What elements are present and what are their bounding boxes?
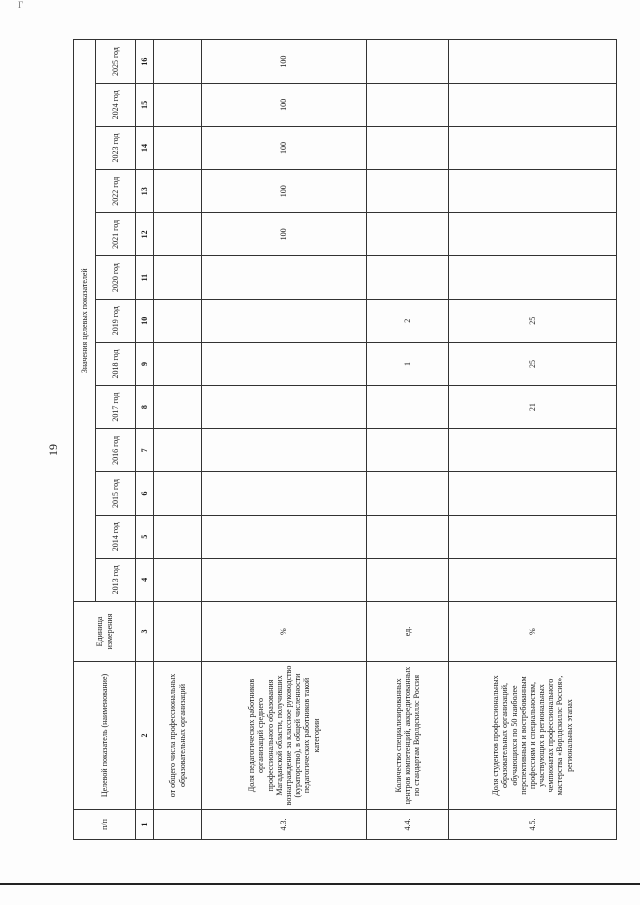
- value-cell: [154, 40, 202, 83]
- value-cell: [154, 342, 202, 385]
- row-number: 4.5.: [449, 810, 617, 840]
- value-cell: 100: [202, 83, 367, 126]
- rotated-page: [40, 30, 600, 870]
- header-year: 2017 год: [96, 386, 136, 429]
- column-number-row: [136, 40, 154, 840]
- value-cell: [449, 83, 617, 126]
- value-cell: [449, 558, 617, 601]
- column-number: 5: [136, 515, 154, 558]
- header-year: 2022 год: [96, 170, 136, 213]
- value-cell: [449, 256, 617, 299]
- value-cell: [202, 256, 367, 299]
- value-cell: 100: [202, 213, 367, 256]
- column-number: 14: [136, 126, 154, 169]
- column-number: 2: [136, 662, 154, 810]
- corner-mark: Г: [18, 0, 24, 10]
- column-number: 9: [136, 342, 154, 385]
- value-cell: [367, 472, 449, 515]
- value-cell: [154, 558, 202, 601]
- value-cell: [154, 429, 202, 472]
- value-cell: 25: [449, 299, 617, 342]
- value-cell: [449, 170, 617, 213]
- value-cell: [202, 515, 367, 558]
- value-cell: [449, 40, 617, 83]
- header-year: 2014 год: [96, 515, 136, 558]
- header-year: 2025 год: [96, 40, 136, 83]
- indicator-name: Количество специализированных центров компетенций, аккредитованных по стандартам Ворлдскиллс Россия: [367, 662, 449, 810]
- value-cell: [367, 126, 449, 169]
- value-cell: [154, 472, 202, 515]
- value-cell: [154, 170, 202, 213]
- indicator-name: Доля педагогических работников организаций среднего профессионального образования Магаданской области, получивших вознаграждение за классное руководство (кураторство), в общей численности педагогических работников такой категории: [202, 662, 367, 810]
- indicator-name: Доля студентов профессиональных образовательных организаций, обучающихся по 50 наиболее перспективным и востребованным профессиям и специальностям, участвующих в региональных чемпионатах профессионального мастерства «Ворлдскиллс Россия», региональных этапах: [449, 662, 617, 810]
- row-number: [154, 810, 202, 840]
- header-indicator: Целевой показатель (наименование): [74, 662, 136, 810]
- column-number: 13: [136, 170, 154, 213]
- value-cell: [154, 515, 202, 558]
- row-number: 4.4.: [367, 810, 449, 840]
- header-year: 2020 год: [96, 256, 136, 299]
- header-year: 2021 год: [96, 213, 136, 256]
- column-number: 15: [136, 83, 154, 126]
- column-number: 6: [136, 472, 154, 515]
- column-number: 10: [136, 299, 154, 342]
- value-cell: [367, 515, 449, 558]
- value-cell: [154, 83, 202, 126]
- header-year: 2018 год: [96, 342, 136, 385]
- column-number: 1: [136, 810, 154, 840]
- value-cell: 1: [367, 342, 449, 385]
- column-number: 8: [136, 386, 154, 429]
- column-number: 7: [136, 429, 154, 472]
- value-cell: [202, 429, 367, 472]
- value-cell: [154, 386, 202, 429]
- table-row: [202, 40, 367, 840]
- unit-cell: [154, 602, 202, 662]
- value-cell: [202, 472, 367, 515]
- value-cell: [367, 429, 449, 472]
- value-cell: [367, 386, 449, 429]
- value-cell: [449, 126, 617, 169]
- row-number: 4.3.: [202, 810, 367, 840]
- value-cell: [449, 472, 617, 515]
- value-cell: [367, 256, 449, 299]
- value-cell: 100: [202, 40, 367, 83]
- column-number: 4: [136, 558, 154, 601]
- value-cell: [154, 299, 202, 342]
- value-cell: [449, 213, 617, 256]
- unit-cell: %: [449, 602, 617, 662]
- value-cell: [202, 558, 367, 601]
- header-year: 2016 год: [96, 429, 136, 472]
- value-cell: 100: [202, 170, 367, 213]
- table-body: [136, 40, 617, 840]
- unit-cell: %: [202, 602, 367, 662]
- value-cell: [449, 429, 617, 472]
- value-cell: [367, 558, 449, 601]
- value-cell: [202, 342, 367, 385]
- column-number: 11: [136, 256, 154, 299]
- value-cell: 100: [202, 126, 367, 169]
- value-cell: [202, 299, 367, 342]
- page-number: 19: [46, 444, 60, 456]
- unit-cell: ед.: [367, 602, 449, 662]
- table-row: [367, 40, 449, 840]
- value-cell: [154, 256, 202, 299]
- column-number: 3: [136, 602, 154, 662]
- header-year: 2013 год: [96, 558, 136, 601]
- value-cell: [154, 126, 202, 169]
- indicator-name: от общего числа профессиональных образовательных организаций: [154, 662, 202, 810]
- column-number: 12: [136, 213, 154, 256]
- header-values-group: Значения целевых показателей: [74, 40, 96, 602]
- header-year: 2019 год: [96, 299, 136, 342]
- value-cell: 21: [449, 386, 617, 429]
- value-cell: [367, 83, 449, 126]
- header-year: 2015 год: [96, 472, 136, 515]
- column-number: 16: [136, 40, 154, 83]
- value-cell: 25: [449, 342, 617, 385]
- header-year: 2023 год: [96, 126, 136, 169]
- target-indicators-table: [73, 39, 617, 840]
- bottom-rule: [0, 883, 640, 885]
- value-cell: [202, 386, 367, 429]
- value-cell: [367, 213, 449, 256]
- value-cell: [154, 213, 202, 256]
- value-cell: [367, 170, 449, 213]
- header-num: п/п: [74, 810, 136, 840]
- table-row: [449, 40, 617, 840]
- table-row: [154, 40, 202, 840]
- value-cell: [449, 515, 617, 558]
- header-unit: Единица измерения: [74, 602, 136, 662]
- header-year: 2024 год: [96, 83, 136, 126]
- value-cell: [367, 40, 449, 83]
- value-cell: 2: [367, 299, 449, 342]
